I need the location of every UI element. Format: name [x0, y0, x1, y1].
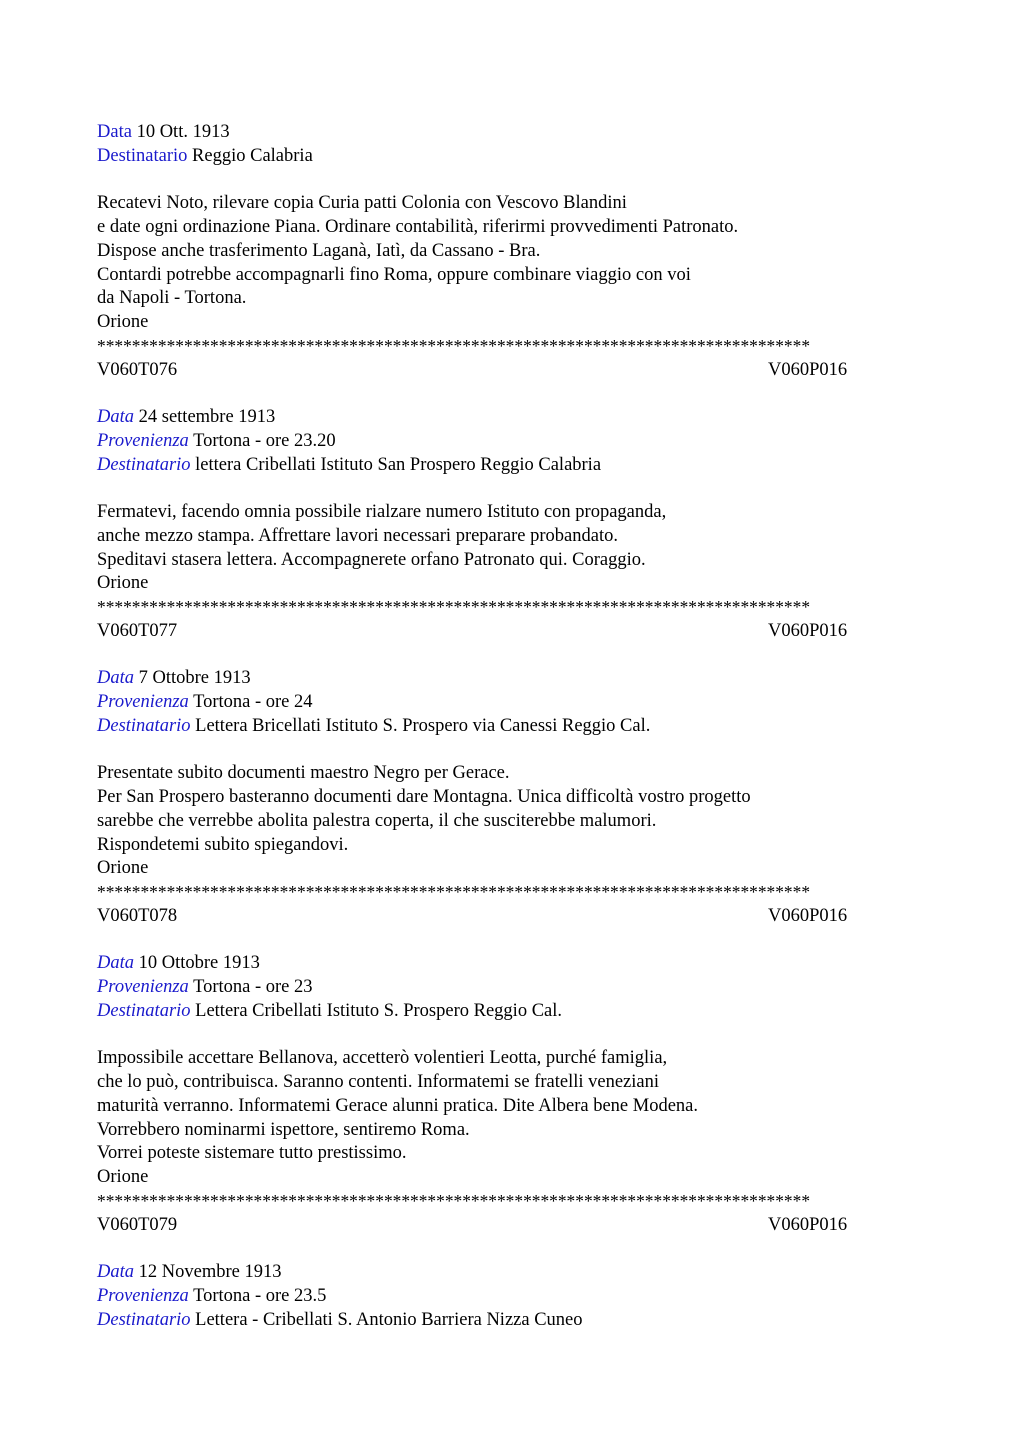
body-line: maturità verranno. Informatemi Gerace alunni pratica. Dite Albera bene Modena. [97, 1095, 698, 1116]
id-row [97, 1214, 927, 1238]
date-value: 10 Ottobre 1913 [138, 953, 260, 974]
recipient-label: Destinatario [97, 1309, 191, 1330]
body-line: Fermatevi, facendo omnia possibile rialzare numero Istituto con propaganda, [97, 502, 667, 522]
page-id: V060P016 [768, 905, 848, 926]
telegram-entry [97, 121, 927, 335]
date-line [97, 952, 927, 976]
body-line: Impossibile accettare Bellanova, accetterò volentieri Leotta, purché famiglia, [97, 1048, 668, 1069]
spacer [97, 477, 927, 501]
recipient-label: Destinatario [97, 715, 191, 736]
body-line: Per San Prospero basteranno documenti dare Montagna. Unica difficoltà vostro progetto [97, 787, 751, 807]
body-line: Vorrebbero nominarmi ispettore, sentiremo Roma. [97, 1119, 470, 1140]
date-line [97, 406, 927, 430]
origin-line [97, 1285, 927, 1309]
date-line [97, 1261, 927, 1285]
body-line: Recatevi Noto, rilevare copia Curia patti Colonia con Vescovo Blandini [97, 193, 627, 214]
document-id: V060T076 [97, 359, 178, 380]
page-id: V060P016 [768, 1214, 848, 1235]
recipient-label: Destinatario [97, 454, 191, 475]
date-value: 12 Novembre 1913 [138, 1262, 282, 1282]
separator: ********************************************************************************** [97, 882, 811, 902]
signature: Orione [97, 858, 149, 879]
origin-label: Provenienza [97, 430, 189, 451]
signature: Orione [97, 573, 149, 594]
document-id: V060T078 [97, 905, 178, 926]
signature: Orione [97, 1167, 149, 1187]
recipient-line [97, 145, 927, 169]
separator: ********************************************************************************** [97, 1190, 811, 1211]
date-value: 10 Ott. 1913 [136, 122, 230, 142]
body-line: sarebbe che verrebbe abolita palestra coperta, il che susciterebbe malumori. [97, 810, 657, 831]
recipient-line [97, 1309, 927, 1333]
origin-label: Provenienza [97, 1285, 189, 1306]
date-line [97, 667, 927, 691]
body-line: Rispondetemi subito spiegandovi. [97, 834, 349, 855]
date-label: Data [97, 407, 134, 427]
recipient-value: lettera Cribellati Istituto San Prospero Reggio Calabria [195, 454, 602, 475]
body-line: Contardi potrebbe accompagnarli fino Roma, oppure combinare viaggio con voi [97, 264, 691, 285]
recipient-label: Destinatario [97, 145, 188, 166]
date-label: Data [97, 122, 132, 142]
recipient-value: Lettera Cribellati Istituto S. Prospero Reggio Cal. [195, 1000, 563, 1021]
telegram-entry [97, 1261, 927, 1332]
origin-label: Provenienza [97, 977, 189, 997]
spacer [97, 169, 927, 193]
origin-label: Provenienza [97, 692, 189, 712]
date-value: 24 settembre 1913 [138, 407, 276, 427]
page-id: V060P016 [768, 359, 848, 380]
telegram-entry [97, 952, 927, 1190]
date-label: Data [97, 1262, 134, 1282]
body-line: da Napoli - Tortona. [97, 288, 247, 309]
date-line [97, 121, 927, 145]
origin-value: Tortona - ore 24 [193, 692, 313, 712]
page-id: V060P016 [768, 620, 848, 641]
spacer [97, 739, 927, 763]
date-label: Data [97, 668, 134, 689]
spacer [97, 929, 927, 953]
body-line: anche mezzo stampa. Affrettare lavori necessari preparare probandato. [97, 525, 618, 546]
telegram-entry [97, 667, 927, 881]
recipient-line [97, 715, 927, 739]
spacer [97, 1237, 927, 1261]
id-row [97, 620, 927, 644]
origin-line [97, 691, 927, 715]
separator: ********************************************************************************** [97, 597, 811, 617]
recipient-value: Reggio Calabria [192, 145, 313, 166]
spacer [97, 382, 927, 406]
recipient-line [97, 1000, 927, 1024]
recipient-value: Lettera - Cribellati S. Antonio Barriera Nizza Cuneo [195, 1309, 583, 1330]
date-value: 7 Ottobre 1913 [138, 668, 251, 689]
origin-line [97, 976, 927, 1000]
recipient-value: Lettera Bricellati Istituto S. Prospero via Canessi Reggio Cal. [195, 715, 651, 736]
spacer [97, 644, 927, 668]
origin-value: Tortona - ore 23.5 [193, 1285, 327, 1306]
body-line: Speditavi stasera lettera. Accompagnerete orfano Patronato qui. Coraggio. [97, 549, 646, 570]
spacer [97, 1024, 927, 1048]
telegram-entry [97, 406, 927, 596]
origin-line [97, 430, 927, 454]
body-line: Dispose anche trasferimento Laganà, Iatì, da Cassano - Bra. [97, 240, 541, 261]
body-line: Presentate subito documenti maestro Negro per Gerace. [97, 763, 510, 784]
body-line: che lo può, contribuisca. Saranno contenti. Informatemi se fratelli veneziani [97, 1072, 659, 1092]
origin-value: Tortona - ore 23.20 [193, 430, 336, 451]
id-row [97, 359, 927, 383]
origin-value: Tortona - ore 23 [193, 977, 313, 997]
document-id: V060T077 [97, 620, 178, 641]
date-label: Data [97, 953, 134, 974]
document-id: V060T079 [97, 1214, 178, 1235]
recipient-label: Destinatario [97, 1000, 191, 1021]
recipient-line [97, 454, 927, 478]
id-row [97, 905, 927, 929]
body-line: Vorrei poteste sistemare tutto prestissimo. [97, 1143, 407, 1164]
signature: Orione [97, 312, 149, 332]
document-page [97, 121, 927, 1332]
body-line: e date ogni ordinazione Piana. Ordinare contabilità, riferirmi provvedimenti Patronato. [97, 217, 739, 237]
separator: ********************************************************************************** [97, 335, 811, 356]
